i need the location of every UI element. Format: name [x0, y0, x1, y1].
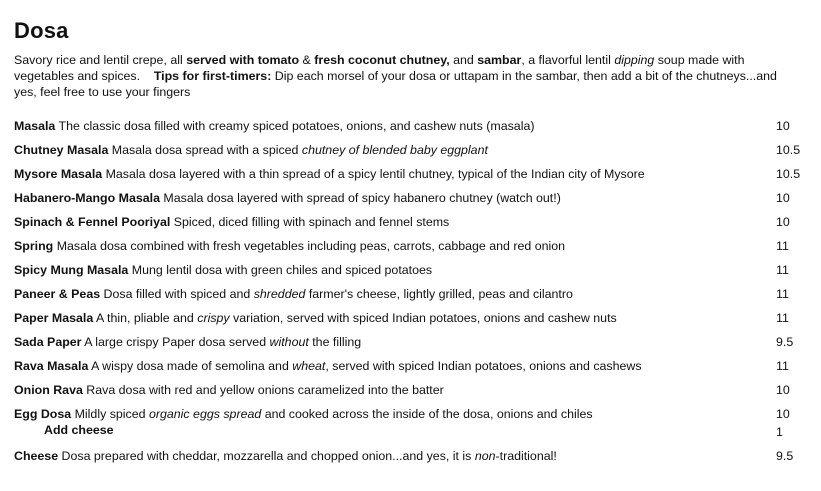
item-description: Rava dosa with red and yellow onions caramelized into the batter: [82, 383, 444, 397]
intro-bold-coconut: fresh coconut chutney,: [314, 53, 450, 67]
item-name: Spring: [14, 239, 54, 253]
item-name: Onion Rava: [14, 383, 83, 397]
intro-bold-tomato: served with tomato: [186, 53, 300, 67]
menu-item-onion-rava: [14, 382, 809, 406]
intro-text: , a flavorful lentil: [521, 53, 615, 67]
item-description: Masala dosa layered with a thin spread of a spicy lentil chutney, typical of the Indian city of Mysore: [102, 167, 645, 181]
item-name: Paneer & Peas: [14, 287, 101, 301]
menu-item-egg-dosa: [14, 406, 809, 422]
item-price: 9.5: [776, 449, 794, 463]
section-intro: [14, 52, 784, 100]
item-description-italic: shredded: [253, 287, 306, 301]
item-description: and cooked across the inside of the dosa, onions and chiles: [261, 407, 593, 421]
item-name: Spinach & Fennel Pooriyal: [14, 215, 171, 229]
menu-item-mysore-masala: [14, 166, 809, 190]
menu-item-rava-masala: [14, 358, 809, 382]
item-description: -traditional!: [495, 449, 557, 463]
item-price: 10: [776, 383, 790, 397]
item-name: Paper Masala: [14, 311, 94, 325]
item-name: Sada Paper: [14, 335, 82, 349]
item-name: Chutney Masala: [14, 143, 109, 157]
item-name: Mysore Masala: [14, 167, 103, 181]
menu-item-chutney-masala: [14, 142, 809, 166]
item-price: 11: [776, 359, 789, 373]
menu-item-spring: [14, 238, 809, 262]
menu-item-paper-masala: [14, 310, 809, 334]
item-price: 9.5: [776, 335, 794, 349]
item-description: variation, served with spiced Indian potatoes, onions and cashew nuts: [229, 311, 617, 325]
intro-text: soup made with vegetables and spices.: [14, 53, 748, 83]
item-description-italic: non: [474, 449, 496, 463]
item-price: 10: [776, 119, 790, 133]
item-description-italic: crispy: [197, 311, 230, 325]
item-description: the filling: [308, 335, 362, 349]
addon-price: 1: [776, 425, 783, 439]
addon-add-cheese: [14, 422, 809, 448]
item-price: 11: [776, 287, 789, 301]
item-name: Cheese: [14, 449, 59, 463]
item-description: Masala dosa spread with a spiced: [108, 143, 302, 157]
item-description: Spiced, diced filling with spinach and fennel stems: [170, 215, 450, 229]
menu-item-sada-paper: [14, 334, 809, 358]
item-description: Dosa prepared with cheddar, mozzarella and chopped onion...and yes, it is: [58, 449, 475, 463]
item-description-italic: wheat: [292, 359, 326, 373]
item-name: Habanero-Mango Masala: [14, 191, 160, 205]
item-price: 11: [776, 239, 789, 253]
item-description-italic: organic eggs spread: [148, 407, 262, 421]
menu-items: [14, 118, 809, 472]
item-price: 10.5: [776, 167, 801, 181]
intro-text: Dip each morsel of your dosa or uttapam in the sambar, then add a bit of the chutneys...and yes, feel free to use your fingers: [14, 69, 777, 99]
menu-item-habanero-mango-masala: [14, 190, 809, 214]
item-description: Masala dosa combined with fresh vegetables including peas, carrots, cabbage and red onion: [53, 239, 566, 253]
item-price: 11: [776, 263, 789, 277]
intro-tips-label: Tips for first-timers:: [153, 69, 272, 83]
item-price: 10: [776, 407, 790, 421]
menu-item-cheese: [14, 448, 809, 472]
item-price: 10: [776, 191, 790, 205]
item-description: Masala dosa layered with spread of spicy habanero chutney (watch out!): [159, 191, 561, 205]
menu-item-masala: [14, 118, 809, 142]
item-description-italic: without: [269, 335, 309, 349]
item-price: 10.5: [776, 143, 801, 157]
item-description: , served with spiced Indian potatoes, onions and cashews: [325, 359, 642, 373]
item-price: 10: [776, 215, 790, 229]
intro-text: and: [449, 53, 478, 67]
item-description: A large crispy Paper dosa served: [81, 335, 270, 349]
intro-text: &: [299, 53, 315, 67]
item-description: Dosa filled with spiced and: [100, 287, 254, 301]
item-name: Egg Dosa: [14, 407, 72, 421]
menu-item-spicy-mung-masala: [14, 262, 809, 286]
menu-item-spinach-fennel-pooriyal: [14, 214, 809, 238]
item-description: Mung lentil dosa with green chiles and spiced potatoes: [128, 263, 433, 277]
item-description-italic: chutney of blended baby eggplant: [301, 143, 488, 157]
intro-italic-dipping: dipping: [614, 53, 655, 67]
section-title: Dosa: [14, 18, 69, 43]
intro-bold-sambar: sambar: [477, 53, 522, 67]
item-description: Mildly spiced: [71, 407, 149, 421]
item-price: 11: [776, 311, 789, 325]
item-description: A wispy dosa made of semolina and: [88, 359, 293, 373]
item-description: A thin, pliable and: [93, 311, 198, 325]
addon-name: Add cheese: [44, 423, 114, 437]
item-name: Rava Masala: [14, 359, 89, 373]
item-description: The classic dosa filled with creamy spiced potatoes, onions, and cashew nuts (masala): [55, 119, 535, 133]
item-name: Spicy Mung Masala: [14, 263, 129, 277]
item-description: farmer's cheese, lightly grilled, peas and cilantro: [305, 287, 573, 301]
item-name: Masala: [14, 119, 56, 133]
menu-item-paneer-peas: [14, 286, 809, 310]
intro-text: Savory rice and lentil crepe, all: [14, 53, 187, 67]
